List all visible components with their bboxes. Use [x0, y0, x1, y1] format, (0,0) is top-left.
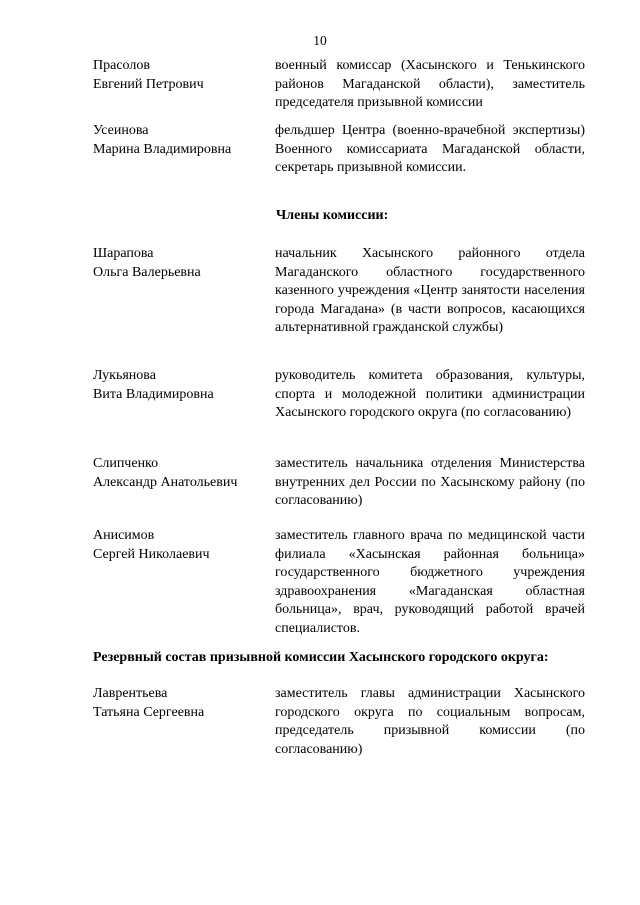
member-role: начальник Хасынского районного отдела Магаданского областного государственного казенного учреждения «Центр занятости населения города Магадана» (в части вопросов, касающихся альтернативной гражданской службы)	[275, 246, 585, 336]
member-given-name: Марина Владимировна	[93, 141, 232, 157]
member-surname: Лаврентьева	[93, 686, 168, 701]
reserve-heading: Резервный состав призывной комиссии Хасынского городского округа:	[93, 650, 549, 665]
member-given-name: Сергей Николаевич	[93, 546, 210, 562]
member-name	[93, 122, 271, 159]
member-name	[93, 685, 271, 722]
members-heading: Члены комиссии:	[276, 208, 389, 223]
member-role: заместитель главы администрации Хасынского городского округа по социальным вопросам, председатель призывной комиссии (по согласованию)	[275, 686, 585, 757]
member-surname: Шарапова	[93, 246, 154, 261]
member-role: заместитель начальника отделения Министерства внутренних дел России по Хасынскому району (по согласованию)	[275, 456, 585, 509]
member-name	[93, 527, 271, 564]
member-role: руководитель комитета образования, культуры, спорта и молодежной политики администрации Хасынского городского округа (по согласованию)	[275, 368, 585, 421]
member-given-name: Ольга Валерьевна	[93, 264, 201, 280]
member-name	[93, 245, 271, 282]
member-given-name: Татьяна Сергеевна	[93, 704, 205, 720]
member-name	[93, 367, 271, 404]
member-role: фельдшер Центра (военно-врачебной экспертизы) Военного комиссариата Магаданской области, секретарь призывной комиссии.	[275, 123, 585, 176]
member-given-name: Евгений Петрович	[93, 76, 204, 92]
page-number: 10	[313, 33, 327, 48]
member-name	[93, 57, 271, 94]
member-surname: Прасолов	[93, 58, 150, 73]
member-given-name: Александр Анатольевич	[93, 474, 238, 490]
member-given-name: Вита Владимировна	[93, 386, 214, 402]
member-role: военный комиссар (Хасынского и Тенькинского районов Магаданской области), заместитель председателя призывной комиссии	[275, 58, 585, 111]
member-name	[93, 455, 271, 492]
member-role: заместитель главного врача по медицинской части филиала «Хасынская районная больница» государственного бюджетного учреждения здравоохранения «Магаданская областная больница», врач, руководящий работой врачей специалистов.	[275, 528, 585, 636]
member-surname: Анисимов	[93, 528, 155, 543]
member-surname: Усеинова	[93, 123, 149, 138]
member-surname: Слипченко	[93, 456, 159, 471]
member-surname: Лукьянова	[93, 368, 156, 383]
